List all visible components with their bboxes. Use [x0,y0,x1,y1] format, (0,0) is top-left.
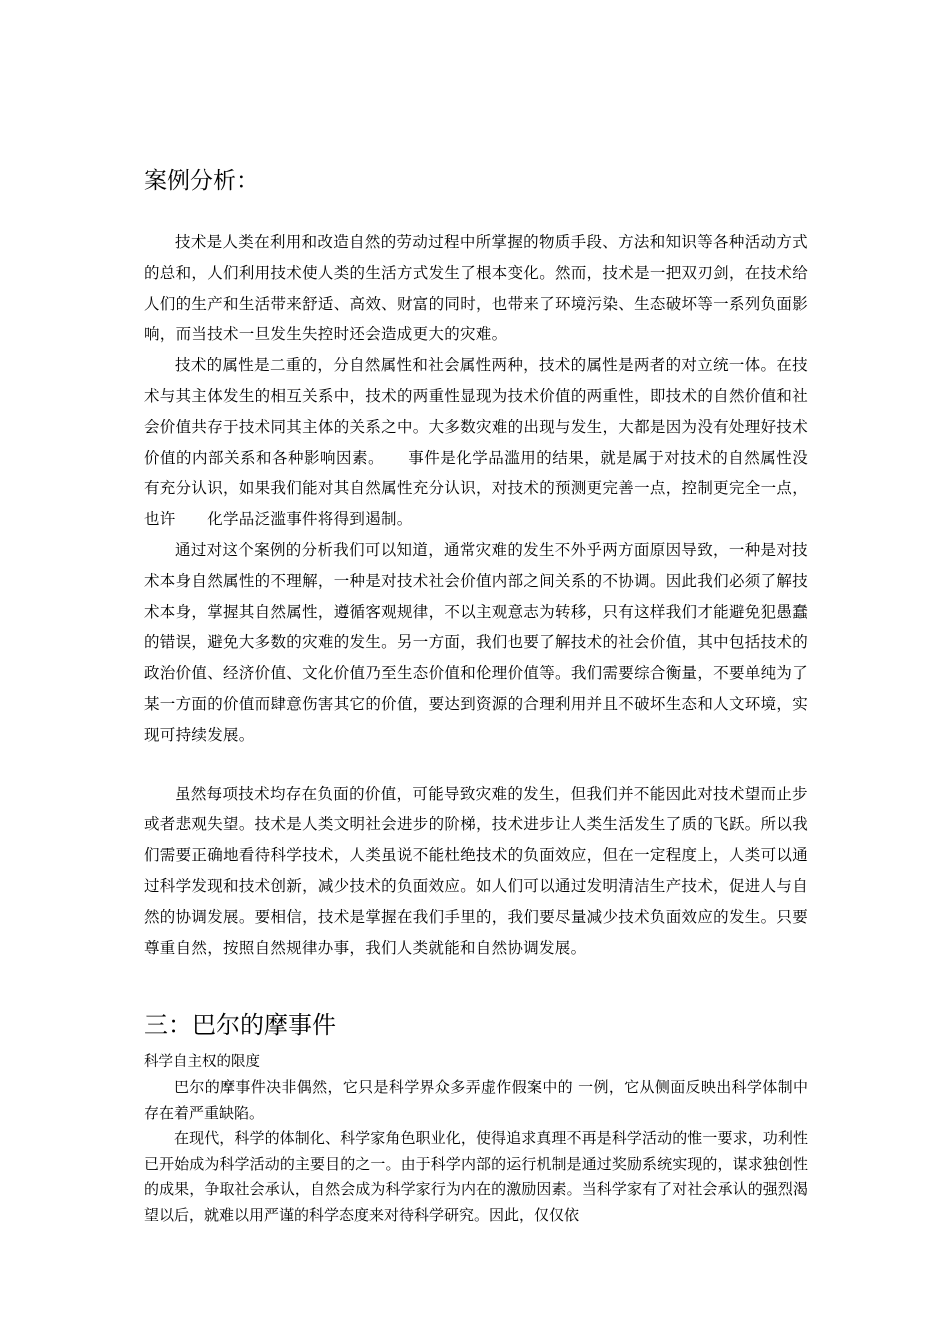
case-analysis-section [144,227,808,963]
paragraph: 巴尔的摩事件决非偶然，它只是科学界众多弄虚作假案中的 一例，它从侧面反映出科学体制中存在着严重缺陷。 [144,1078,808,1122]
paragraph: 虽然每项技术均存在负面的价值，可能导致灾难的发生，但我们并不能因此对技术望而止步或者悲观失望。技术是人类文明社会进步的阶梯，技术进步让人类生活发生了质的飞跃。所以我们需要正确地看待科学技术，人类虽说不能杜绝技术的负面效应，但在一定程度上，人类可以通过科学发现和技术创新，减少技术的负面效应。如人们可以通过发明清洁生产技术，促进人与自然的协调发展。要相信，技术是掌握在我们手里的，我们要尽量减少技术负面效应的发生。只要尊重自然，按照自然规律办事，我们人类就能和自然协调发展。 [144,784,808,957]
baltimore-section [144,1050,808,1228]
paragraph: 技术是人类在利用和改造自然的劳动过程中所掌握的物质手段、方法和知识等各种活动方式的总和，人们利用技术使人类的生活方式发生了根本变化。然而，技术是一把双刃剑，在技术给人们的生产和生活带来舒适、高效、财富的同时，也带来了环境污染、生态破坏等一系列负面影响，而当技术一旦发生失控时还会造成更大的灾难。 [144,233,808,344]
section-heading: 三：巴尔的摩事件 [144,1011,336,1039]
paragraph: 通过对这个案例的分析我们可以知道，通常灾难的发生不外乎两方面原因导致，一种是对技术本身自然属性的不理解，一种是对技术社会价值内部之间关系的不协调。因此我们必须了解技术本身，掌握其自然属性，遵循客观规律，不以主观意志为转移，只有这样我们才能避免犯愚蠢的错误，避免大多数的灾难的发生。另一方面，我们也要了解技术的社会价值，其中包括技术的政治价值、经济价值、文化价值乃至生态价值和伦理价值等。我们需要综合衡量，不要单纯为了某一方面的价值而肆意伤害其它的价值，要达到资源的合理利用并且不破坏生态和人文环境，实现可持续发展。 [144,540,808,744]
section-subheading: 科学自主权的限度 [144,1054,260,1070]
page-title: 案例分析： [144,168,259,194]
paragraph: 技术的属性是二重的，分自然属性和社会属性两种，技术的属性是两者的对立统一体。在技术与其主体发生的相互关系中，技术的两重性显现为技术价值的两重性，即技术的自然价值和社会价值共存于技术同其主体的关系之中。大多数灾难的出现与发生，大都是因为没有处理好技术价值的内部关系和各种影响因素。 事件是化学品滥用的结果，就是属于对技术的自然属性没有充分认识，如果我们能对其自然属性充分认识，对技术的预测更完善一点，控制更完全一点，也许 化学品泛滥事件将得到遏制。 [144,356,808,529]
paragraph: 在现代，科学的体制化、科学家角色职业化，使得追求真理不再是科学活动的惟一要求，功利性已开始成为科学活动的主要目的之一。由于科学内部的运行机制是通过奖励系统实现的，谋求独创性的成果，争取社会承认，自然会成为科学家行为内在的激励因素。当科学家有了对社会承认的强烈渴望以后，就难以用严谨的科学态度来对待科学研究。因此，仅仅依 [144,1129,808,1224]
